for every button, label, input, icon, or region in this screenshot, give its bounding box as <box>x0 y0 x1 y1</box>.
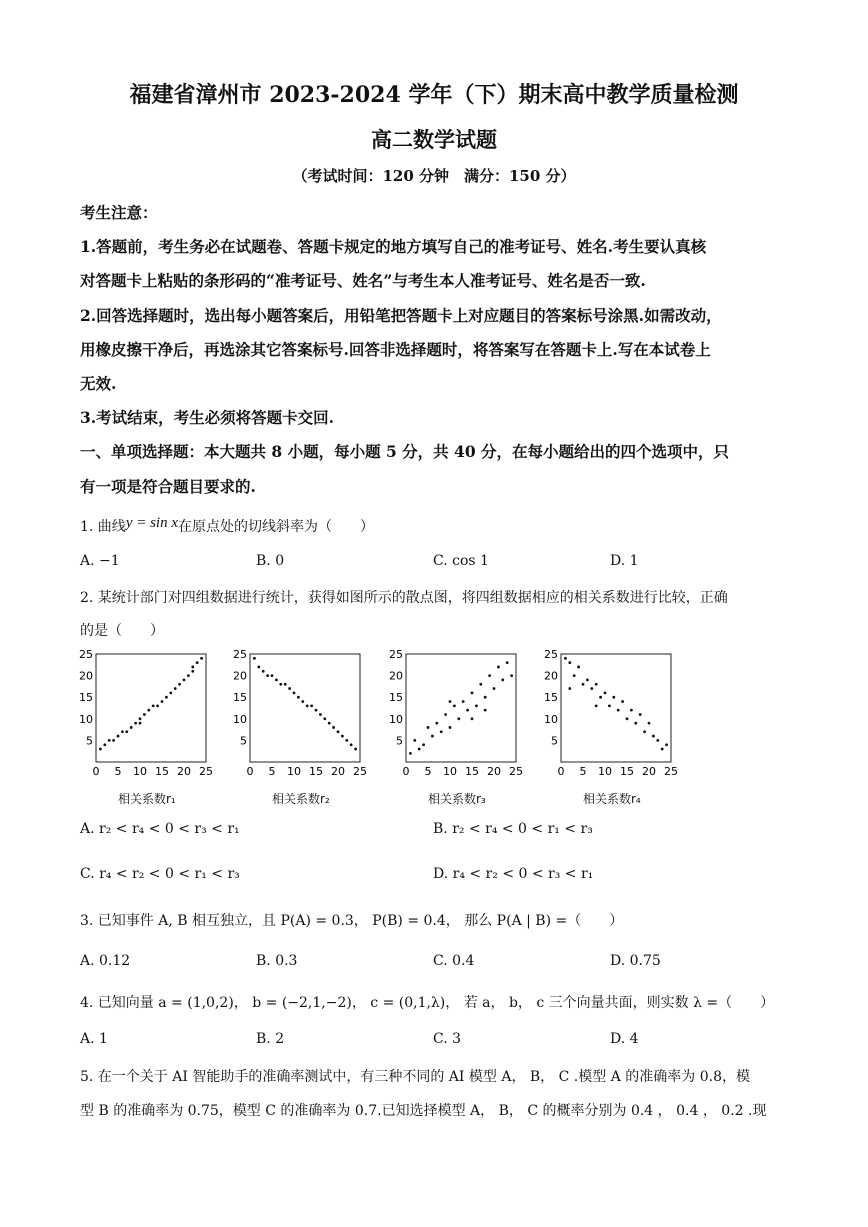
q2-option-b: B. r₂ < r₄ < 0 < r₁ < r₃ <box>433 821 593 837</box>
scatter-point <box>112 739 115 742</box>
y-tick-label: 25 <box>389 648 403 661</box>
exam-info: （考试时间：120 分钟 满分：150 分） <box>292 167 576 185</box>
y-tick-label: 15 <box>544 691 558 705</box>
scatter-point <box>337 730 340 733</box>
x-tick-label: 20 <box>642 765 656 778</box>
x-tick-label: 5 <box>268 765 276 778</box>
scatter-point <box>608 704 611 707</box>
y-tick-label: 25 <box>233 648 247 661</box>
scatter-point <box>152 704 155 707</box>
scatter-point <box>564 657 567 660</box>
question-2-line-2: 的是（ ） <box>80 623 164 639</box>
y-tick-label: 5 <box>240 734 247 748</box>
scatter-point <box>297 696 300 699</box>
scatter-point <box>449 700 452 703</box>
q2-option-a: A. r₂ < r₄ < 0 < r₃ < r₁ <box>80 821 240 837</box>
scatter-point <box>422 743 425 746</box>
scatter-point <box>484 709 487 712</box>
scatter-point <box>471 717 474 720</box>
scatter-point <box>266 674 269 677</box>
scatter-point <box>130 726 133 729</box>
scatter-point <box>497 666 500 669</box>
scatter-point <box>143 713 146 716</box>
chart-2-xlabel: 相关系数r₂ <box>272 792 330 806</box>
scatter-point <box>488 674 491 677</box>
scatter-point <box>435 722 438 725</box>
scatter-point <box>577 666 580 669</box>
scatter-point <box>630 709 633 712</box>
scatter-point <box>582 683 585 686</box>
question-1 <box>80 516 374 536</box>
y-tick-label: 20 <box>389 669 403 683</box>
scatter-point <box>661 748 664 751</box>
scatter-point <box>599 696 602 699</box>
scatter-point <box>457 717 460 720</box>
scatter-point <box>479 683 482 686</box>
scatter-point <box>156 704 159 707</box>
scatter-point <box>453 704 456 707</box>
q4-option-c: C. 3 <box>433 1031 462 1047</box>
q3-option-d: D. 0.75 <box>610 953 661 969</box>
scatter-point <box>161 700 164 703</box>
scatter-point <box>279 683 282 686</box>
question-1-suffix: 在原点处的切线斜率为（ ） <box>178 519 375 535</box>
scatter-chart-4 <box>543 648 693 816</box>
x-tick-label: 25 <box>664 765 678 778</box>
scatter-point <box>165 696 168 699</box>
y-tick-label: 25 <box>544 648 558 661</box>
scatter-point <box>418 748 421 751</box>
notice-item-2-line-2: 用橡皮擦干净后，再选涂其它答案标号.回答非选择题时，将答案写在答题卡上.写在本试卷上 <box>80 340 711 359</box>
q2-option-c: C. r₄ < r₂ < 0 < r₁ < r₃ <box>80 866 240 882</box>
scatter-point <box>191 670 194 673</box>
scatter-point <box>506 661 509 664</box>
x-tick-label: 20 <box>177 765 191 778</box>
scatter-point <box>147 709 150 712</box>
scatter-point <box>471 691 474 694</box>
question-4: 4. 已知向量 a = (1,0,2)， b = (−2,1,−2)， c = (0,1,λ)， 若 a， b， c 三个向量共面，则实数 λ =（ ） <box>80 995 775 1011</box>
x-tick-label: 25 <box>509 765 523 778</box>
y-tick-label: 20 <box>79 669 93 683</box>
x-tick-label: 15 <box>309 765 323 778</box>
scatter-point <box>121 730 124 733</box>
scatter-point <box>354 748 357 751</box>
scatter-point <box>573 674 576 677</box>
scatter-point <box>568 661 571 664</box>
scatter-point <box>191 666 194 669</box>
section-1-line-1: 一、单项选择题：本大题共 8 小题，每小题 5 分，共 40 分，在每小题给出的四个选项中，只 <box>80 442 730 461</box>
x-tick-label: 10 <box>443 765 457 778</box>
scatter-point <box>427 726 430 729</box>
plot-frame <box>406 654 516 762</box>
scatter-point <box>431 735 434 738</box>
chart-3-xlabel: 相关系数r₃ <box>428 792 486 806</box>
question-1-formula: y = sin x <box>125 515 179 531</box>
x-tick-label: 20 <box>487 765 501 778</box>
q1-option-b: B. 0 <box>256 553 285 569</box>
y-tick-label: 5 <box>396 734 403 748</box>
scatter-point <box>652 735 655 738</box>
scatter-point <box>449 726 452 729</box>
scatter-point <box>501 679 504 682</box>
plot-frame <box>250 654 360 762</box>
scatter-point <box>257 666 260 669</box>
question-1-prefix: 1. 曲线 <box>80 519 126 535</box>
scatter-point <box>139 717 142 720</box>
y-tick-label: 5 <box>86 734 93 748</box>
scatter-point <box>108 739 111 742</box>
scatter-point <box>626 717 629 720</box>
y-tick-label: 10 <box>233 712 247 726</box>
y-tick-label: 15 <box>79 691 93 705</box>
notice-item-3: 3.考试结束，考生必须将答题卡交回. <box>80 408 335 427</box>
scatter-point <box>178 683 181 686</box>
scatter-point <box>444 713 447 716</box>
x-tick-label: 0 <box>402 765 410 778</box>
scatter-point <box>117 735 120 738</box>
scatter-point <box>306 704 309 707</box>
x-tick-label: 25 <box>353 765 367 778</box>
scatter-point <box>174 687 177 690</box>
scatter-point <box>319 713 322 716</box>
y-tick-label: 25 <box>79 648 93 661</box>
q3-option-b: B. 0.3 <box>256 953 298 969</box>
q1-option-d: D. 1 <box>610 553 639 569</box>
scatter-point <box>639 713 642 716</box>
chart-1-xlabel: 相关系数r₁ <box>118 792 176 806</box>
q4-option-b: B. 2 <box>256 1031 285 1047</box>
x-tick-label: 25 <box>199 765 213 778</box>
scatter-chart-3 <box>388 648 538 816</box>
scatter-point <box>634 722 637 725</box>
question-2-line-1: 2. 某统计部门对四组数据进行统计，获得如图所示的散点图，将四组数据相应的相关系数进行比较，正确 <box>80 590 728 606</box>
chart-4-xlabel: 相关系数r₄ <box>583 792 641 806</box>
scatter-point <box>590 687 593 690</box>
y-tick-label: 10 <box>79 712 93 726</box>
y-tick-label: 20 <box>233 669 247 683</box>
scatter-point <box>134 722 137 725</box>
section-1-line-2: 有一项是符合题目要求的. <box>80 477 256 496</box>
scatter-point <box>475 704 478 707</box>
scatter-point <box>288 687 291 690</box>
x-tick-label: 5 <box>114 765 122 778</box>
scatter-point <box>612 696 615 699</box>
scatter-point <box>568 687 571 690</box>
q1-option-c: C. cos 1 <box>433 553 489 569</box>
scatter-point <box>332 726 335 729</box>
x-tick-label: 5 <box>424 765 432 778</box>
notice-item-1-line-2: 对答题卡上粘贴的条形码的“准考证号、姓名”与考生本人准考证号、姓名是否一致. <box>80 271 646 290</box>
scatter-point <box>466 709 469 712</box>
plot-frame <box>561 654 671 762</box>
scatter-point <box>284 683 287 686</box>
x-tick-label: 10 <box>598 765 612 778</box>
scatter-chart-1 <box>78 648 228 816</box>
notice-heading: 考生注意： <box>80 203 158 222</box>
scatter-point <box>169 691 172 694</box>
plot-frame <box>96 654 206 762</box>
scatter-point <box>484 696 487 699</box>
scatter-point <box>183 679 186 682</box>
scatter-point <box>262 670 265 673</box>
scatter-point <box>586 679 589 682</box>
q1-option-a: A. −1 <box>80 553 120 569</box>
scatter-point <box>440 730 443 733</box>
x-tick-label: 20 <box>331 765 345 778</box>
x-tick-label: 15 <box>465 765 479 778</box>
scatter-point <box>493 687 496 690</box>
scatter-point <box>510 674 513 677</box>
scatter-point <box>350 743 353 746</box>
x-tick-label: 10 <box>133 765 147 778</box>
scatter-point <box>604 691 607 694</box>
question-3: 3. 已知事件 A, B 相互独立，且 P(A) = 0.3， P(B) = 0.4， 那么 P(A | B) =（ ） <box>80 913 624 929</box>
scatter-point <box>301 700 304 703</box>
scatter-point <box>665 743 668 746</box>
question-5-line-2: 型 B 的准确率为 0.75，模型 C 的准确率为 0.7.已知选择模型 A， B， C 的概率分别为 0.4 ， 0.4 ， 0.2 .现 <box>80 1103 767 1119</box>
x-tick-label: 0 <box>246 765 254 778</box>
scatter-point <box>99 748 102 751</box>
scatter-point <box>196 661 199 664</box>
q2-option-d: D. r₄ < r₂ < 0 < r₃ < r₁ <box>433 866 594 882</box>
x-tick-label: 15 <box>155 765 169 778</box>
y-tick-label: 20 <box>544 669 558 683</box>
scatter-point <box>345 739 348 742</box>
y-tick-label: 5 <box>551 734 558 748</box>
x-tick-label: 10 <box>287 765 301 778</box>
exam-title: 福建省漳州市 2023-2024 学年（下）期末高中教学质量检测 <box>129 82 739 108</box>
y-tick-label: 15 <box>389 691 403 705</box>
notice-item-2-line-1: 2.回答选择题时，选出每小题答案后，用铅笔把答题卡上对应题目的答案标号涂黑.如需改动， <box>80 306 722 325</box>
notice-item-1-line-1: 1.答题前，考生务必在试题卷、答题卡规定的地方填写自己的准考证号、姓名.考生要认真核 <box>80 237 707 256</box>
exam-subtitle: 高二数学试题 <box>371 127 497 152</box>
q4-option-d: D. 4 <box>610 1031 639 1047</box>
scatter-point <box>328 722 331 725</box>
x-tick-label: 0 <box>92 765 100 778</box>
scatter-point <box>293 691 296 694</box>
y-tick-label: 10 <box>389 712 403 726</box>
x-tick-label: 0 <box>557 765 565 778</box>
scatter-point <box>617 709 620 712</box>
scatter-point <box>275 679 278 682</box>
question-5-line-1: 5. 在一个关于 AI 智能助手的准确率测试中，有三种不同的 AI 模型 A， B， C .模型 A 的准确率为 0.8，模 <box>80 1069 750 1085</box>
x-tick-label: 5 <box>579 765 587 778</box>
scatter-point <box>621 700 624 703</box>
scatter-point <box>271 674 274 677</box>
scatter-point <box>595 683 598 686</box>
scatter-point <box>310 704 313 707</box>
scatter-point <box>253 657 256 660</box>
scatter-point <box>413 739 416 742</box>
q4-option-a: A. 1 <box>80 1031 108 1047</box>
q3-option-c: C. 0.4 <box>433 953 475 969</box>
scatter-point <box>139 722 142 725</box>
scatter-point <box>125 730 128 733</box>
scatter-point <box>595 704 598 707</box>
scatter-point <box>409 752 412 755</box>
scatter-point <box>103 743 106 746</box>
y-tick-label: 15 <box>233 691 247 705</box>
notice-item-2-line-3: 无效. <box>80 374 117 393</box>
scatter-point <box>341 735 344 738</box>
scatter-point <box>643 730 646 733</box>
scatter-point <box>315 709 318 712</box>
scatter-point <box>656 739 659 742</box>
scatter-point <box>462 700 465 703</box>
scatter-point <box>648 722 651 725</box>
scatter-point <box>200 657 203 660</box>
scatter-point <box>187 674 190 677</box>
scatter-point <box>323 717 326 720</box>
scatter-chart-2 <box>232 648 382 816</box>
q3-option-a: A. 0.12 <box>80 953 131 969</box>
y-tick-label: 10 <box>544 712 558 726</box>
x-tick-label: 15 <box>620 765 634 778</box>
